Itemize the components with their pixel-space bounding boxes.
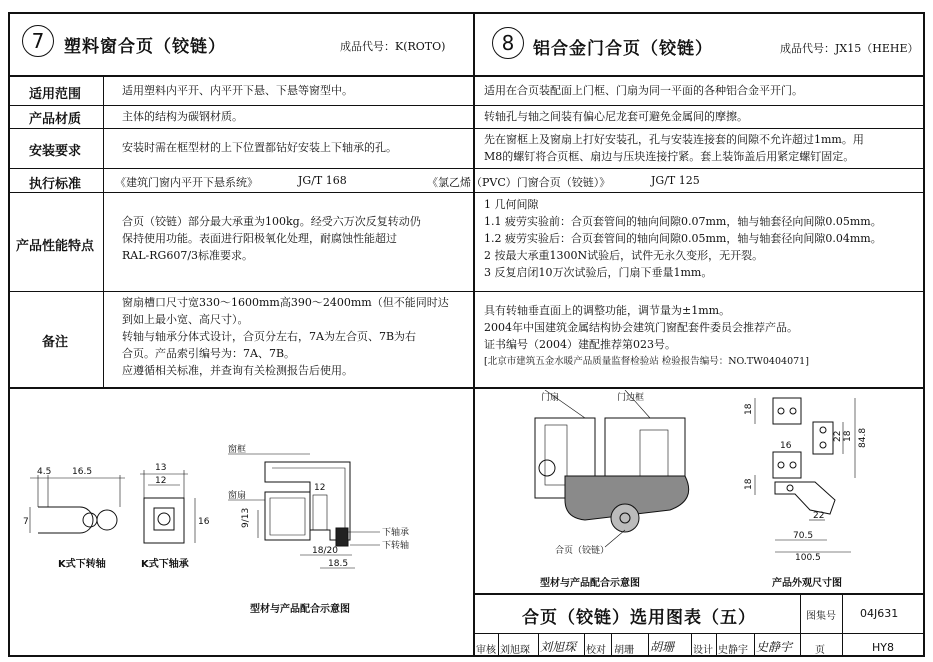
notes-left-line: 窗扇槽口尺寸宽330～1600mm高390～2400mm（但不能同时达 [122,296,449,309]
install-right-line: 先在窗框上及窗扇上打好安装孔，孔与安装连接套的间隙不允许超过1mm。用 [484,133,864,146]
dim-label: 18.5 [328,559,349,569]
material-right: 转轴孔与轴之间装有偏心尼龙套可避免金属间的摩擦。 [484,110,748,123]
performance-right-line: 3 反复启闭10万次试验后，门扇下垂量1mm。 [484,266,713,279]
notes-left-line: 到如上最小宽、高尺寸）。 [122,313,249,326]
performance-left-line: 保持使用功能。表面进行阳极氧化处理，耐腐蚀性能超过 [122,232,397,245]
left-drawings [10,390,472,655]
row-rule [8,128,925,129]
performance-right-line: 1.2 疲劳实验后：合页套管间的轴向间隙0.05mm，轴与轴套径向间隙0.04mm。 [484,232,882,245]
standard-right-name: 《氯乙烯（PVC）门窗合页（铰链）》 [427,176,611,189]
label-standard: 执行标准 [28,177,81,192]
install-left: 安装时需在框型材的上下位置都钻好安装上下轴承的孔。 [122,141,397,154]
left-product-code: 成品代号：K(ROTO) [340,40,446,53]
k-axis-drawing [30,475,125,533]
standard-right-code: JG/T 125 [651,174,700,187]
right-product-code: 成品代号：JX15（HEHE） [780,42,919,55]
check-label: 校对 [586,645,606,656]
performance-right-line: 1.1 疲劳实验前：合页套管间的轴向间隙0.07mm，轴与轴套径向间隙0.05mm。 [484,215,882,228]
atlas-number: 04J631 [860,607,899,620]
row-rule [8,168,925,169]
title-block-rule [538,633,539,657]
row-rule [8,192,925,193]
label-window-sash: 窗扇 [228,491,247,501]
designer-signature: 史静宇 [756,640,793,654]
row-rule [8,291,925,292]
label-scope: 适用范围 [28,87,81,102]
checker-name: 胡珊 [614,645,634,656]
label-notes: 备注 [41,335,68,350]
dim-label: 4.5 [37,467,52,477]
page-number: HY8 [872,641,894,654]
left-product-title: 塑料窗合页（铰链） [64,37,226,57]
item-number-7: 7 [22,25,54,57]
outline-drawing [755,398,855,552]
caption-right-assembly: 型材与产品配合示意图 [540,578,640,589]
material-left: 主体的结构为碳钢材质。 [122,110,243,123]
title-block-rule [800,593,801,657]
right-drawings [475,390,923,593]
dim-label: 70.5 [793,531,814,541]
title-block-rule [842,593,843,657]
dim-label: 22 [813,511,825,521]
label-performance: 产品性能特点 [15,239,94,254]
label-lower-bearing: 下轴承 [382,528,410,538]
scope-right: 适用在合页装配面上门框、门扇为同一平面的各种铝合金平开门。 [484,84,803,97]
dim-label: 84.8 [858,427,868,448]
notes-right-line: 2004年中国建筑金属结构协会建筑门窗配套件委员会推荐产品。 [484,321,798,334]
dim-label: 16 [780,441,792,451]
item-number-8: 8 [492,27,524,59]
notes-right-line: 证书编号（2004）建配推荐第023号。 [484,338,676,351]
dim-label: 9/13 [241,507,251,528]
caption-k-axis: K式下转轴 [58,559,106,570]
label-column-rule [103,75,104,387]
design-label: 设计 [693,645,713,656]
right-product-title: 铝合金门合页（铰链） [533,39,713,59]
dim-label: 18 [843,430,853,442]
notes-left-line: 应遵循相关标准，并查询有关检测报告后使用。 [122,364,353,377]
notes-right [484,302,809,370]
install-right [484,131,864,165]
performance-right-line: 2 按最大承重1300N试验后，试件无永久变形，无开裂。 [484,249,764,262]
dim-label: 18/20 [312,546,338,556]
reviewer-signature: 刘旭琛 [540,640,577,654]
title-block-rule [473,633,925,634]
checker-signature: 胡珊 [650,640,675,654]
dim-label: 18 [744,478,754,490]
label-door-frame: 门边框 [617,393,645,403]
page-label: 页 [815,645,825,656]
performance-left-line: RAL-RG607/3标准要求。 [122,249,254,262]
header-rule [8,75,925,77]
dim-label: 12 [314,483,326,493]
title-block-rule [473,593,925,595]
title-block-rule [691,633,692,657]
atlas-label: 图集号 [806,611,836,622]
performance-right-line: 1 几何间隙 [484,198,539,211]
dim-label: 22 [833,430,843,442]
title-block-rule [716,633,717,657]
designer-name: 史静宇 [718,645,748,656]
title-block-rule [584,633,585,657]
caption-k-bearing: K式下轴承 [141,559,189,570]
dim-label: 7 [23,517,29,527]
review-label: 审核 [476,645,496,656]
door-assembly-drawing [535,390,689,547]
notes-left-line: 转轴与轴承分体式设计，合页分左右，7A为左合页、7B为右 [122,330,417,343]
label-door-sash: 门扇 [541,393,560,403]
caption-right-outline: 产品外观尺寸图 [772,578,842,589]
dim-label: 12 [155,476,167,486]
install-right-line: M8的螺钉将合页框、扇边与压块连接拧紧。套上装饰盖后用紧定螺钉固定。 [484,150,855,163]
scope-left: 适用塑料内平开、内平开下悬、下悬等窗型中。 [122,84,353,97]
standard-left-code: JG/T 168 [298,174,347,187]
title-block-rule [611,633,612,657]
notes-right-line: [北京市建筑五金水暖产品质量监督检验站 检验报告编号：NO.TW0404071] [484,356,809,367]
title-block-rule [754,633,755,657]
label-material: 产品材质 [28,112,81,127]
caption-left-assembly: 型材与产品配合示意图 [250,604,350,615]
performance-left-line: 合页（铰链）部分最大承重为100kg。经受六万次反复转动仍 [122,215,421,228]
dim-label: 18 [744,403,754,415]
row-rule [8,105,925,106]
dim-label: 16 [198,517,210,527]
k-bearing-drawing [140,470,195,543]
dim-label: 100.5 [795,553,821,563]
performance-right [484,196,882,281]
standard-left-name: 《建筑门窗内平开下悬系统》 [115,176,258,189]
label-hinge: 合页（铰链） [555,546,610,556]
dim-label: 16.5 [72,467,93,477]
drawing-title: 合页（铰链）选用图表（五） [522,608,756,628]
dim-label: 13 [155,463,167,473]
label-window-frame: 窗框 [228,445,247,455]
label-install: 安装要求 [28,144,81,159]
title-block-rule [648,633,649,657]
notes-left [122,294,449,379]
label-lower-axis: 下转轴 [382,541,410,551]
performance-left [122,213,421,264]
table-bottom-rule [8,387,925,389]
notes-right-line: 具有转轴垂直面上的调整功能，调节量为±1mm。 [484,304,731,317]
notes-left-line: 合页。产品索引编号为：7A、7B。 [122,347,296,360]
reviewer-name: 刘旭琛 [500,645,530,656]
title-block-rule [498,633,499,657]
